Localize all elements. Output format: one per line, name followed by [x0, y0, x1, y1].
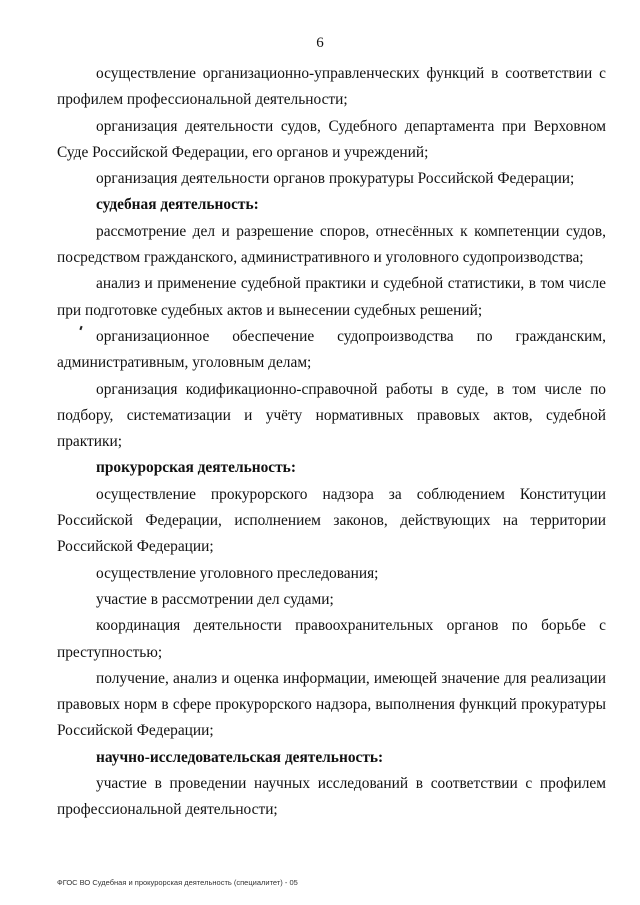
paragraph: рассмотрение дел и разрешение споров, отнесённых к компетенции судов, посредством гражданского, административного и уголовного судопроизводства; [57, 222, 606, 267]
paragraph: участие в рассмотрении дел судами; [96, 590, 334, 608]
paragraph: организация деятельности судов, Судебного департамента при Верховном Суде Российской Федерации, его органов и учреждений; [57, 117, 606, 161]
section-heading: прокурорская деятельность: [96, 459, 296, 477]
page-footer: ФГОС ВО Судебная и прокурорская деятельность (специалитет) - 05 [57, 878, 298, 887]
paragraph: участие в проведении научных исследований в соответствии с профилем профессиональной деятельности; [57, 775, 606, 819]
paragraph: организация деятельности органов прокуратуры Российской Федерации; [96, 170, 575, 188]
paragraph: координация деятельности правоохранительных органов по борьбе с преступностью; [57, 617, 606, 661]
section-heading: научно-исследовательская деятельность: [96, 748, 384, 766]
page-number: 6 [316, 35, 324, 51]
paragraph: осуществление прокурорского надзора за соблюдением Конституции Российской Федерации, исполнением законов, действующих на территории Российской Федерации; [57, 485, 606, 556]
page-body [57, 61, 606, 824]
paragraph: осуществление организационно-управленческих функций в соответствии с профилем профессиональной деятельности; [57, 65, 606, 109]
paragraph: анализ и применение судебной практики и судебной статистики, в том числе при подготовке судебных актов и вынесении судебных решений; [57, 275, 606, 319]
paragraph: организационное обеспечение судопроизводства по гражданским, административным, уголовным делам; [57, 327, 606, 372]
paragraph: организация кодификационно-справочной работы в суде, в том числе по подбору, систематизации и учёту нормативных правовых актов, судебной практики; [57, 380, 606, 451]
paragraph: осуществление уголовного преследования; [96, 564, 379, 582]
paragraph: получение, анализ и оценка информации, имеющей значение для реализации правовых норм в сфере прокурорского надзора, выполнения функций прокуратуры Российской Федерации; [57, 669, 606, 740]
section-heading: судебная деятельность: [96, 196, 259, 214]
